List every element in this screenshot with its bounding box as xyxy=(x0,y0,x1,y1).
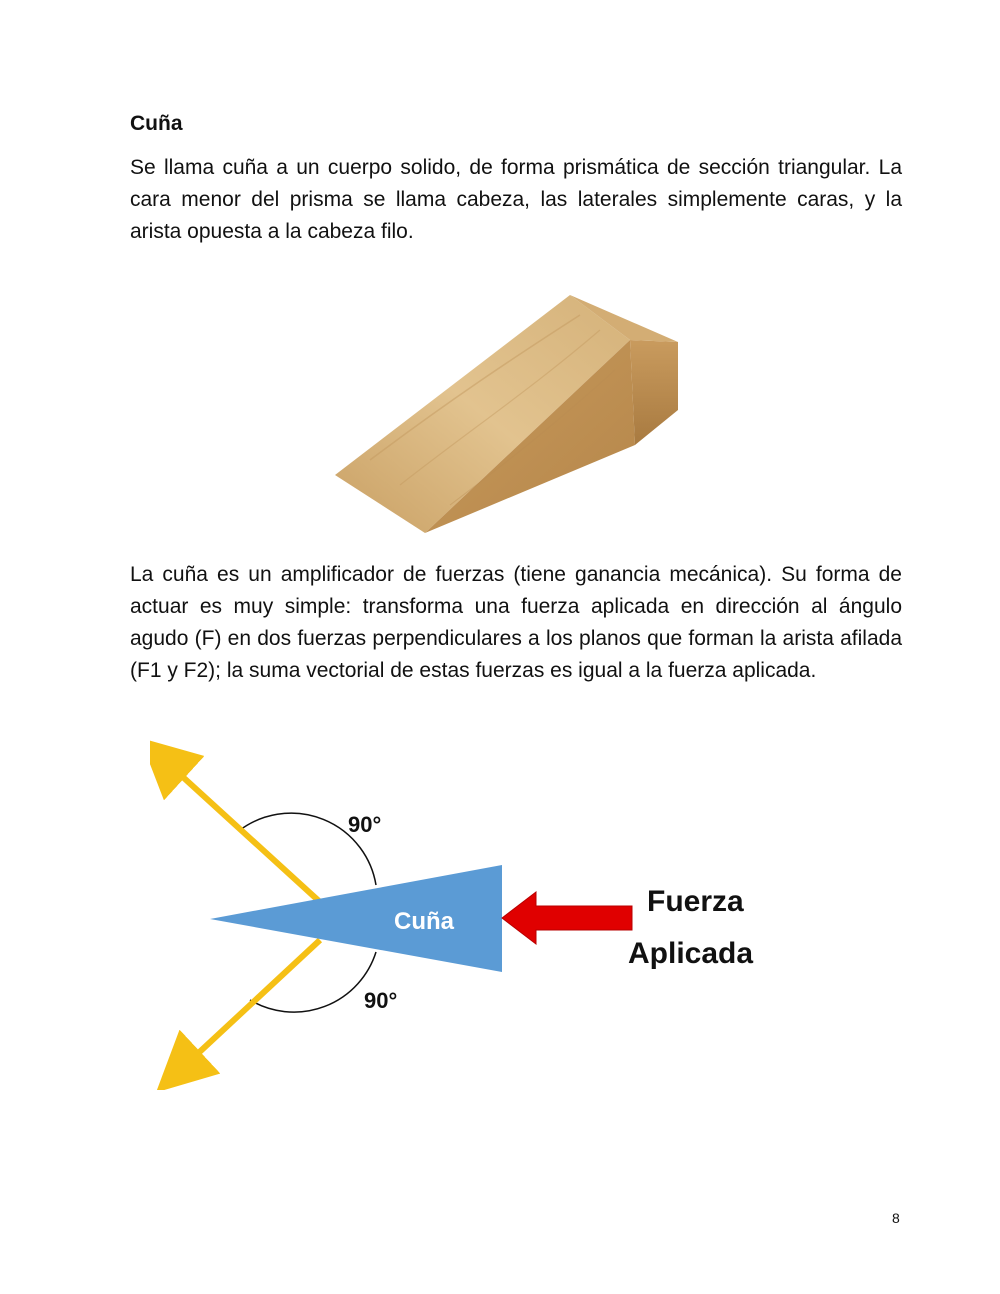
wedge-label: Cuña xyxy=(394,908,454,935)
force-label-line1: Fuerza xyxy=(647,885,744,918)
force-arrow-f1 xyxy=(162,758,320,902)
angle-label-bottom: 90° xyxy=(364,988,398,1013)
wooden-wedge-image xyxy=(330,290,680,535)
force-label-line2: Aplicada xyxy=(628,937,754,970)
angle-arc-bottom xyxy=(250,952,376,1012)
paragraph-definition: Se llama cuña a un cuerpo solido, de forma prismática de sección triangular. La cara menor del prisma se llama cabeza, las laterales simplemente caras, y la arista opuesta a la cabeza filo. xyxy=(130,156,902,243)
wedge-force-diagram xyxy=(150,740,800,1090)
angle-label-top: 90° xyxy=(348,812,382,837)
force-arrow-f2 xyxy=(178,940,320,1072)
page-number: 8 xyxy=(892,1210,900,1226)
section-title: Cuña xyxy=(130,112,183,135)
applied-force-arrow xyxy=(502,892,632,944)
wedge-head-face xyxy=(630,340,678,445)
wedge-triangle xyxy=(210,865,502,972)
paragraph-function: La cuña es un amplificador de fuerzas (tiene ganancia mecánica). Su forma de actuar es muy simple: transforma una fuerza aplicada en dirección al ángulo agudo (F) en dos fuerzas perpendiculares a los planos que forman la arista afilada (F1 y F2); la suma vectorial de estas fuerzas es igual a la fuerza aplicada. xyxy=(130,563,902,682)
